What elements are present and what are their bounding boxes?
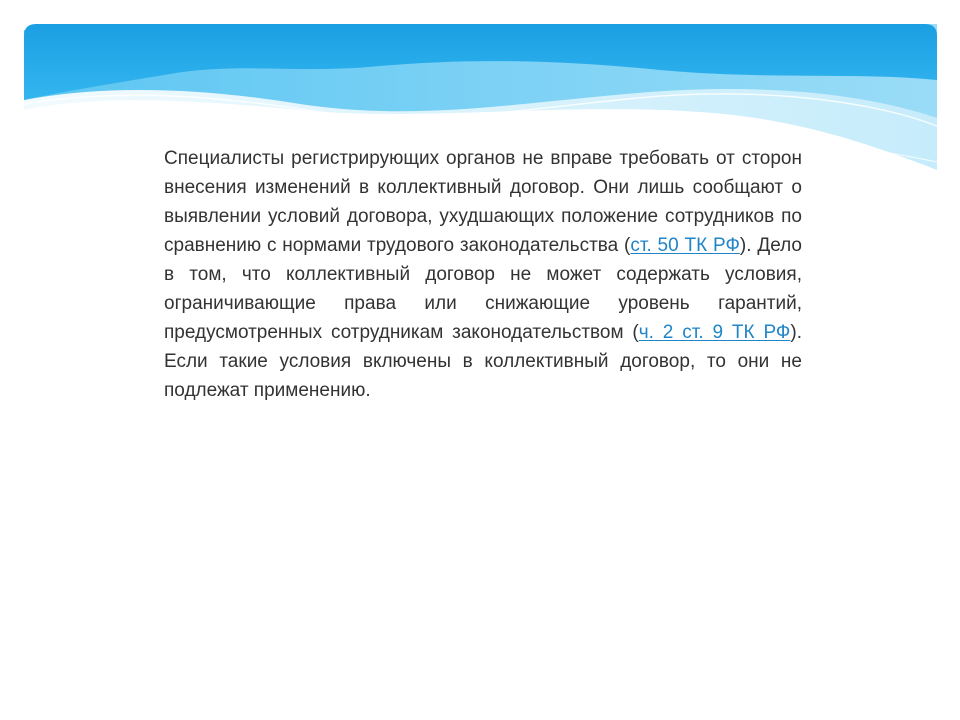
paragraph-text-2: ). Дело в том, что коллективный договор не может содержать условия, ограничивающие права или снижающие уровень гарантий, предусмотренных сотрудникам законодательством ( bbox=[164, 235, 802, 343]
body-paragraph bbox=[164, 144, 802, 405]
law-link-article-50[interactable]: ст. 50 ТК РФ bbox=[630, 235, 740, 256]
paragraph-text-3: ). Если такие условия включены в коллективный договор, то они не подлежат применению. bbox=[164, 322, 802, 401]
law-link-article-9-part-2[interactable]: ч. 2 ст. 9 ТК РФ bbox=[638, 322, 791, 343]
paragraph-text-1: Специалисты регистрирующих органов не вправе требовать от сторон внесения изменений в коллективный договор. Они лишь сообщают о выявлении условий договора, ухудшающих положение сотрудников по сравнению с нормами трудового законодательства ( bbox=[164, 148, 802, 256]
